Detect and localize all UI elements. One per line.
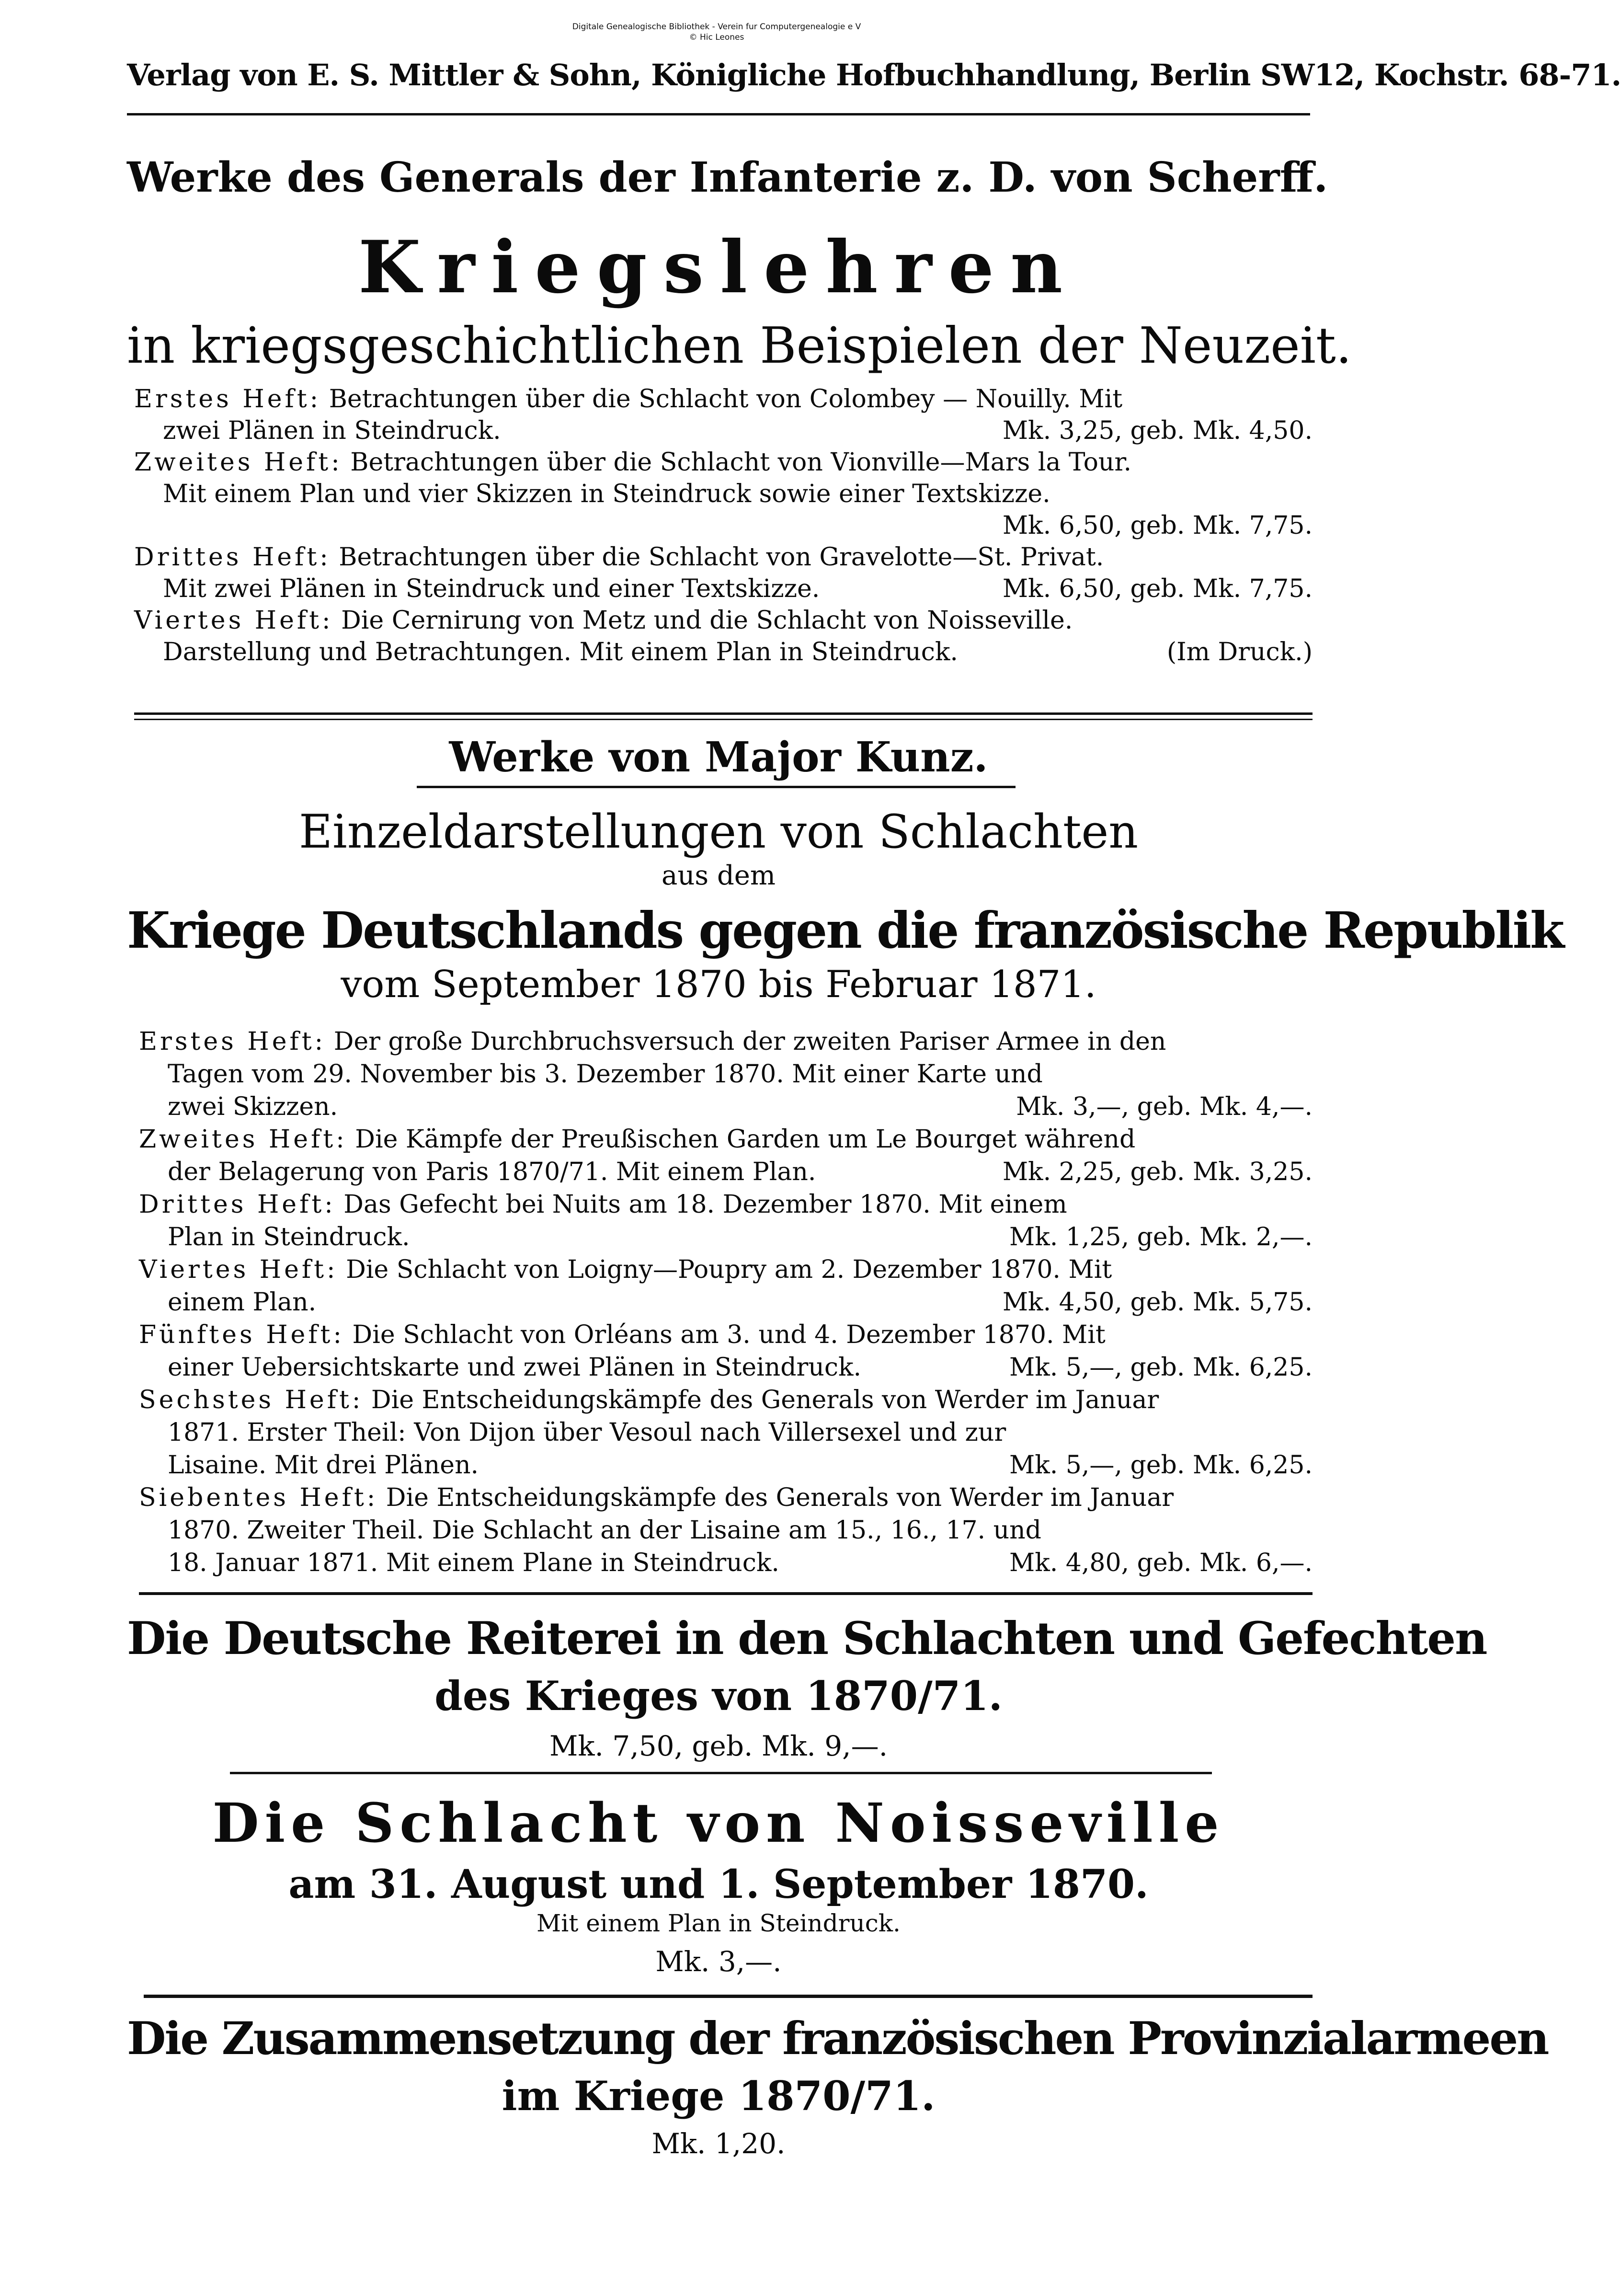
watermark-line-2: © Hic Leones: [689, 33, 744, 42]
entry-text: Die Entscheidungskämpfe des Generals von Werder im Januar: [371, 1386, 1159, 1414]
list-item: [139, 1384, 1313, 1481]
section1-subtitle: in kriegsgeschichtlichen Beispielen der Neuzeit.: [127, 316, 1352, 375]
entry-text: einer Uebersichtskarte und zwei Plänen in Steindruck.: [168, 1353, 862, 1382]
entry-text: der Belagerung von Paris 1870/71. Mit einem Plan.: [168, 1158, 816, 1186]
entry-price: Mk. 1,25, geb. Mk. 2,—.: [1009, 1223, 1313, 1251]
list-item: [139, 1188, 1313, 1253]
entry-lead: Siebentes Heft:: [139, 1483, 378, 1512]
section2-title: Einzeldarstellungen von Schlachten: [298, 805, 1139, 859]
entry-text: Die Entscheidungskämpfe des Generals von Werder im Januar: [386, 1483, 1174, 1512]
entry-text: Die Cernirung von Metz und die Schlacht von Noisseville.: [341, 606, 1073, 635]
divider: [127, 113, 1310, 115]
list-item: [139, 1123, 1313, 1188]
entry-text: Der große Durchbruchsversuch der zweiten Pariser Armee in den: [333, 1027, 1166, 1056]
section2-subtitle: Kriege Deutschlands gegen die französische Republik: [127, 901, 1564, 960]
watermark-line-1: Digitale Genealogische Bibliothek - Verein fur Computergenealogie e V: [572, 22, 861, 32]
entry-text: Betrachtungen über die Schlacht von Vionville—Mars la Tour.: [350, 448, 1132, 477]
entry-text: einem Plan.: [168, 1288, 317, 1317]
section4-subtitle: am 31. August und 1. September 1870.: [288, 1861, 1149, 1907]
section2-dates: vom September 1870 bis Februar 1871.: [341, 963, 1096, 1006]
list-item: [139, 1481, 1313, 1579]
header-underline: [417, 786, 1016, 788]
section3-title: Die Deutsche Reiterei in den Schlachten und Gefechten: [127, 1612, 1487, 1665]
entry-lead: Fünftes Heft:: [139, 1320, 344, 1349]
entry-text: Betrachtungen über die Schlacht von Gravelotte—St. Privat.: [339, 543, 1104, 572]
section5-price: Mk. 1,20.: [651, 2127, 786, 2160]
publisher-line: Verlag von E. S. Mittler & Sohn, Königliche Hofbuchhandlung, Berlin SW12, Kochstr. 68-71.: [127, 57, 1621, 92]
entry-text: Die Schlacht von Orléans am 3. und 4. Dezember 1870. Mit: [352, 1320, 1106, 1349]
entry-text: 1870. Zweiter Theil. Die Schlacht an der Lisaine am 15., 16., 17. und: [168, 1516, 1041, 1545]
divider: [134, 712, 1313, 715]
entry-text: Die Schlacht von Loigny—Poupry am 2. Dezember 1870. Mit: [346, 1255, 1112, 1284]
entry-text: zwei Skizzen.: [168, 1092, 338, 1121]
entry-text: Mit einem Plan und vier Skizzen in Steindruck sowie einer Textskizze.: [163, 480, 1050, 508]
entry-lead: Viertes Heft:: [139, 1255, 338, 1284]
section5-subtitle: im Kriege 1870/71.: [502, 2072, 936, 2120]
divider: [230, 1772, 1212, 1774]
entry-lead: Erstes Heft:: [139, 1027, 326, 1056]
entry-lead: Erstes Heft:: [134, 385, 321, 413]
entry-lead: Drittes Heft:: [134, 543, 331, 572]
entry-price: Mk. 3,25, geb. Mk. 4,50.: [1002, 416, 1313, 445]
entry-price: Mk. 5,—, geb. Mk. 6,25.: [1009, 1451, 1313, 1480]
section5-title: Die Zusammensetzung der französischen Provinzialarmeen: [127, 2012, 1548, 2065]
entry-price: Mk. 6,50, geb. Mk. 7,75.: [1002, 574, 1313, 603]
entry-text: Das Gefecht bei Nuits am 18. Dezember 1870. Mit einem: [343, 1190, 1067, 1219]
list-item: [134, 605, 1313, 668]
entry-text: zwei Plänen in Steindruck.: [163, 416, 501, 445]
section4-note: Mit einem Plan in Steindruck.: [537, 1909, 901, 1937]
list-item: [134, 447, 1313, 541]
entry-text: Mit zwei Plänen in Steindruck und einer Textskizze.: [163, 574, 820, 603]
entry-lead: Zweites Heft:: [139, 1125, 347, 1154]
section4-price: Mk. 3,—.: [655, 1945, 782, 1978]
entry-price: Mk. 5,—, geb. Mk. 6,25.: [1009, 1353, 1313, 1382]
list-item: [134, 383, 1313, 447]
list-item: [139, 1319, 1313, 1384]
entry-text: Betrachtungen über die Schlacht von Colombey — Nouilly. Mit: [329, 385, 1123, 413]
section1-header: Werke des Generals der Infanterie z. D. von Scherff.: [127, 153, 1328, 202]
entry-price: Mk. 4,80, geb. Mk. 6,—.: [1009, 1549, 1313, 1577]
entry-price: Mk. 2,25, geb. Mk. 3,25.: [1002, 1158, 1313, 1186]
section2-entries: [139, 1025, 1313, 1579]
section3-subtitle: des Krieges von 1870/71.: [434, 1672, 1003, 1720]
section4-title: Die Schlacht von Noisseville: [212, 1792, 1225, 1855]
list-item: [139, 1025, 1313, 1123]
divider: [134, 719, 1313, 720]
entry-price: Mk. 4,50, geb. Mk. 5,75.: [1002, 1288, 1313, 1317]
divider: [139, 1592, 1313, 1595]
entry-lead: Viertes Heft:: [134, 606, 333, 635]
entry-text: Die Kämpfe der Preußischen Garden um Le Bourget während: [355, 1125, 1136, 1154]
entry-text: 18. Januar 1871. Mit einem Plane in Steindruck.: [168, 1549, 779, 1577]
entry-text: Darstellung und Betrachtungen. Mit einem Plan in Steindruck.: [163, 638, 958, 666]
list-item: [134, 541, 1313, 605]
entry-price: Mk. 6,50, geb. Mk. 7,75.: [1002, 511, 1313, 540]
entry-text: Plan in Steindruck.: [168, 1223, 410, 1251]
list-item: [139, 1253, 1313, 1319]
entry-text: Lisaine. Mit drei Plänen.: [168, 1451, 479, 1480]
section2-header: Werke von Major Kunz.: [449, 733, 988, 781]
entry-price: (Im Druck.): [1166, 638, 1313, 666]
entry-price: Mk. 3,—, geb. Mk. 4,—.: [1016, 1092, 1313, 1121]
section2-connector: aus dem: [661, 860, 776, 891]
section1-entries: [134, 383, 1313, 668]
section3-price: Mk. 7,50, geb. Mk. 9,—.: [549, 1730, 888, 1762]
entry-text: 1871. Erster Theil: Von Dijon über Vesoul nach Villersexel und zur: [168, 1418, 1006, 1447]
entry-lead: Sechstes Heft:: [139, 1386, 364, 1414]
section1-title: Kriegslehren: [358, 225, 1079, 310]
divider: [144, 1995, 1313, 1998]
entry-lead: Zweites Heft:: [134, 448, 342, 477]
entry-lead: Drittes Heft:: [139, 1190, 336, 1219]
entry-text: Tagen vom 29. November bis 3. Dezember 1870. Mit einer Karte und: [168, 1060, 1043, 1089]
